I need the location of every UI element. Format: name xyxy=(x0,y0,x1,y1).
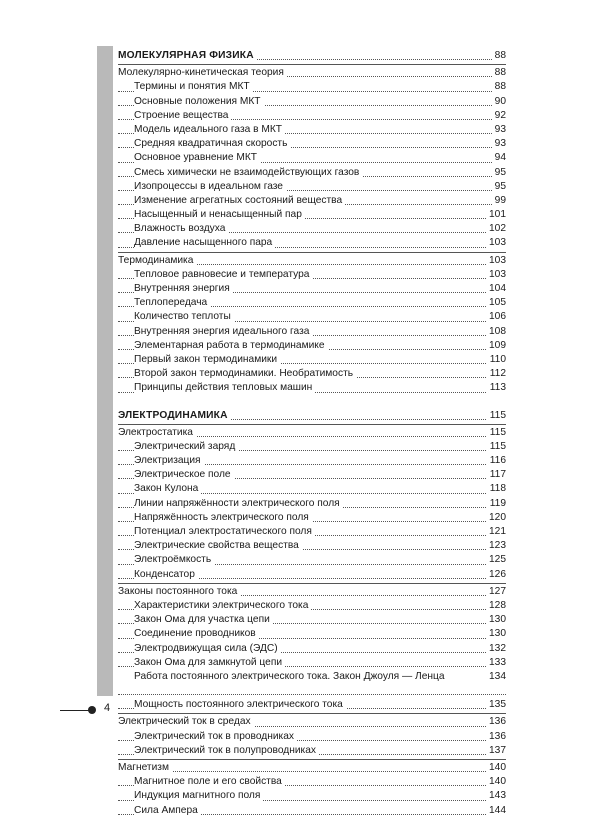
toc-topic-entry xyxy=(118,166,506,180)
side-margin-bar xyxy=(97,46,113,696)
toc-entry-page: 110 xyxy=(487,353,506,367)
toc-part-heading xyxy=(118,409,506,423)
toc-chapter-entry xyxy=(118,66,506,80)
toc-entry-page: 92 xyxy=(492,109,506,123)
toc-entry-title: Основное уравнение МКТ xyxy=(134,151,260,165)
toc-chapter-entry xyxy=(118,761,506,775)
toc-entry-title: Влажность воздуха xyxy=(134,222,228,236)
toc-topic-entry xyxy=(118,95,506,109)
toc-topic-entry xyxy=(118,497,506,511)
section-divider xyxy=(118,64,506,65)
toc-topic-entry xyxy=(118,744,506,758)
toc-topic-entry xyxy=(118,613,506,627)
toc-entry-title: Термины и понятия МКТ xyxy=(134,80,253,94)
toc-entry-page: 115 xyxy=(487,409,506,423)
toc-entry-page: 133 xyxy=(486,656,506,670)
toc-entry-page: 88 xyxy=(492,80,506,94)
toc-entry-title: Электрический ток в полупроводниках xyxy=(134,744,319,758)
toc-entry-title: Линии напряжённости электрического поля xyxy=(134,497,343,511)
toc-entry-title: Элементарная работа в термодинамике xyxy=(134,339,328,353)
toc-topic-entry xyxy=(118,656,506,670)
toc-topic-entry xyxy=(118,151,506,165)
toc-entry-title: Тепловое равновесие и температура xyxy=(134,268,312,282)
leader-dots xyxy=(118,771,506,772)
toc-entry-page: 103 xyxy=(486,254,506,268)
toc-entry-page: 136 xyxy=(486,730,506,744)
leader-dots xyxy=(118,694,506,695)
toc-entry-title: Смесь химически не взаимодействующих газов xyxy=(134,166,362,180)
toc-entry-page: 103 xyxy=(486,236,506,250)
toc-topic-entry xyxy=(118,804,506,818)
toc-entry-page: 104 xyxy=(486,282,506,296)
toc-entry-title: Первый закон термодинамики xyxy=(134,353,280,367)
toc-entry-title: Работа постоянного электрического тока. Закон Джоуля — Ленца xyxy=(134,670,472,684)
toc-entry-title: Электростатика xyxy=(118,426,196,440)
toc-entry-title: Закон Кулона xyxy=(134,482,201,496)
toc-entry-page: 94 xyxy=(492,151,506,165)
toc-entry-page: 93 xyxy=(492,137,506,151)
toc-entry-title: Индукция магнитного поля xyxy=(134,789,263,803)
toc-topic-entry xyxy=(118,296,506,310)
toc-topic-entry xyxy=(118,627,506,641)
toc-topic-entry xyxy=(118,482,506,496)
toc-topic-entry xyxy=(118,282,506,296)
toc-topic-entry xyxy=(118,642,506,656)
toc-entry-page: 130 xyxy=(486,627,506,641)
toc-topic-entry xyxy=(118,553,506,567)
toc-entry-title: Основные положения МКТ xyxy=(134,95,264,109)
toc-entry-title: Магнетизм xyxy=(118,761,172,775)
toc-entry-page: 117 xyxy=(487,468,506,482)
toc-entry-page: 125 xyxy=(486,553,506,567)
toc-entry-title: Напряжённость электрического поля xyxy=(134,511,312,525)
section-divider xyxy=(118,252,506,253)
toc-entry-title: Электрический ток в средах xyxy=(118,715,254,729)
toc-entry-page: 144 xyxy=(486,804,506,818)
toc-entry-page: 109 xyxy=(486,339,506,353)
toc-entry-title: Насыщенный и ненасыщенный пар xyxy=(134,208,305,222)
toc-entry-page: 128 xyxy=(486,599,506,613)
toc-entry-page: 102 xyxy=(486,222,506,236)
toc-entry-title: Магнитное поле и его свойства xyxy=(134,775,285,789)
toc-topic-entry xyxy=(118,698,506,712)
toc-entry-title: Электродвижущая сила (ЭДС) xyxy=(134,642,281,656)
toc-topic-entry xyxy=(118,440,506,454)
toc-entry-title: Закон Ома для замкнутой цепи xyxy=(134,656,285,670)
toc-entry-page: 99 xyxy=(492,194,506,208)
toc-entry-page: 88 xyxy=(492,49,506,63)
toc-entry-title: Электрическое поле xyxy=(134,468,234,482)
toc-entry-page: 137 xyxy=(486,744,506,758)
toc-entry-page: 136 xyxy=(486,715,506,729)
toc-entry-title: Соединение проводников xyxy=(134,627,259,641)
toc-entry-page: 106 xyxy=(486,310,506,324)
toc-chapter-entry xyxy=(118,715,506,729)
toc-entry-title: Конденсатор xyxy=(134,568,198,582)
toc-entry-page: 121 xyxy=(486,525,506,539)
toc-entry-title: Второй закон термодинамики. Необратимость xyxy=(134,367,356,381)
toc-topic-entry xyxy=(118,194,506,208)
toc-entry-title: Закон Ома для участка цепи xyxy=(134,613,273,627)
toc-topic-entry xyxy=(118,123,506,137)
toc-topic-entry xyxy=(118,80,506,94)
toc-topic-entry xyxy=(118,539,506,553)
toc-entry-title: Внутренняя энергия xyxy=(134,282,233,296)
toc-entry-page: 140 xyxy=(486,775,506,789)
toc-topic-entry xyxy=(118,775,506,789)
toc-entry-page: 105 xyxy=(486,296,506,310)
toc-entry-title: Количество теплоты xyxy=(134,310,234,324)
toc-topic-entry xyxy=(118,339,506,353)
toc-topic-entry xyxy=(118,568,506,582)
toc-entry-title: Сила Ампера xyxy=(134,804,201,818)
toc-entry-page: 123 xyxy=(486,539,506,553)
toc-topic-entry xyxy=(118,670,506,698)
toc-entry-title: Электризация xyxy=(134,454,204,468)
toc-entry-page: 134 xyxy=(486,670,506,684)
toc-topic-entry xyxy=(118,599,506,613)
toc-topic-entry xyxy=(118,109,506,123)
toc-entry-page: 112 xyxy=(487,367,506,381)
toc-entry-page: 119 xyxy=(487,497,506,511)
section-divider xyxy=(118,759,506,760)
toc-topic-entry xyxy=(118,511,506,525)
toc-topic-entry xyxy=(118,310,506,324)
toc-entry-page: 127 xyxy=(486,585,506,599)
toc-entry-title: Законы постоянного тока xyxy=(118,585,240,599)
page-number: 4 xyxy=(104,702,111,714)
toc-entry-title: Потенциал электростатического поля xyxy=(134,525,315,539)
toc-entry-title: Модель идеального газа в МКТ xyxy=(134,123,285,137)
toc-entry-page: 143 xyxy=(486,789,506,803)
toc-entry-title: ЭЛЕКТРОДИНАМИКА xyxy=(118,409,231,423)
toc-topic-entry xyxy=(118,325,506,339)
toc-topic-entry xyxy=(118,381,506,395)
footer-dot-icon xyxy=(88,706,96,714)
toc-entry-title: Электроёмкость xyxy=(134,553,214,567)
toc-entry-page: 126 xyxy=(486,568,506,582)
toc-topic-entry xyxy=(118,789,506,803)
toc-entry-title: Электрический заряд xyxy=(134,440,238,454)
toc-entry-page: 135 xyxy=(486,698,506,712)
toc-topic-entry xyxy=(118,208,506,222)
toc-topic-entry xyxy=(118,137,506,151)
toc-entry-page: 115 xyxy=(487,426,506,440)
toc-entry-page: 108 xyxy=(486,325,506,339)
toc-entry-title: Строение вещества xyxy=(134,109,231,123)
toc-entry-page: 88 xyxy=(492,66,506,80)
toc-entry-page: 93 xyxy=(492,123,506,137)
toc-entry-title: Электрический ток в проводниках xyxy=(134,730,297,744)
toc-topic-entry xyxy=(118,367,506,381)
section-gap xyxy=(118,396,506,409)
toc-entry-page: 115 xyxy=(487,440,506,454)
toc-topic-entry xyxy=(118,353,506,367)
toc-entry-page: 113 xyxy=(487,381,506,395)
toc-chapter-entry xyxy=(118,426,506,440)
toc-entry-title: Термодинамика xyxy=(118,254,196,268)
toc-entry-title: Средняя квадратичная скорость xyxy=(134,137,290,151)
toc-entry-title: Давление насыщенного пара xyxy=(134,236,275,250)
toc-topic-entry xyxy=(118,236,506,250)
toc-entry-page: 120 xyxy=(486,511,506,525)
toc-topic-entry xyxy=(118,525,506,539)
toc-chapter-entry xyxy=(118,254,506,268)
toc-entry-page: 95 xyxy=(492,180,506,194)
toc-topic-entry xyxy=(118,180,506,194)
toc-topic-entry xyxy=(118,222,506,236)
section-divider xyxy=(118,583,506,584)
table-of-contents xyxy=(118,49,506,818)
toc-entry-page: 101 xyxy=(486,208,506,222)
toc-entry-title: МОЛЕКУЛЯРНАЯ ФИЗИКА xyxy=(118,49,257,63)
section-divider xyxy=(118,424,506,425)
toc-entry-title: Изопроцессы в идеальном газе xyxy=(134,180,286,194)
toc-topic-entry xyxy=(118,468,506,482)
toc-chapter-entry xyxy=(118,585,506,599)
toc-entry-page: 132 xyxy=(486,642,506,656)
toc-entry-title: Характеристики электрического тока xyxy=(134,599,311,613)
toc-topic-entry xyxy=(118,730,506,744)
toc-entry-title: Изменение агрегатных состояний вещества xyxy=(134,194,345,208)
toc-part-heading xyxy=(118,49,506,63)
toc-entry-page: 130 xyxy=(486,613,506,627)
toc-entry-page: 118 xyxy=(487,482,506,496)
toc-entry-page: 116 xyxy=(487,454,506,468)
toc-entry-title: Внутренняя энергия идеального газа xyxy=(134,325,312,339)
toc-entry-title: Теплопередача xyxy=(134,296,210,310)
section-divider xyxy=(118,713,506,714)
toc-entry-page: 103 xyxy=(486,268,506,282)
toc-topic-entry xyxy=(118,268,506,282)
toc-entry-title: Мощность постоянного электрического тока xyxy=(134,698,346,712)
toc-topic-entry xyxy=(118,454,506,468)
toc-entry-page: 140 xyxy=(486,761,506,775)
toc-entry-title: Принципы действия тепловых машин xyxy=(134,381,315,395)
toc-entry-title: Электрические свойства вещества xyxy=(134,539,302,553)
toc-entry-title: Молекулярно-кинетическая теория xyxy=(118,66,287,80)
toc-entry-page: 95 xyxy=(492,166,506,180)
toc-entry-page: 90 xyxy=(492,95,506,109)
